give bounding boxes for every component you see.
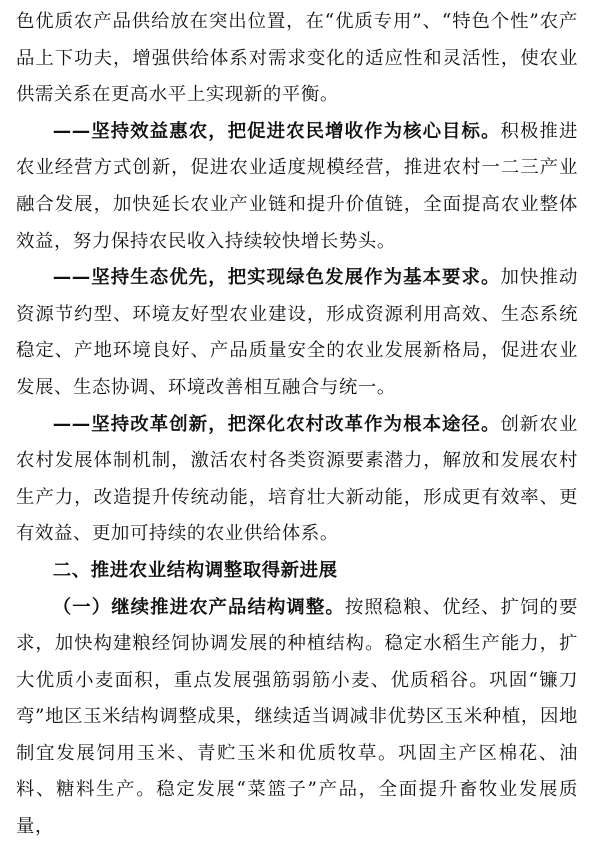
paragraph-text: 色优质农产品供给放在突出位置，在“优质专用”、“特色个性”农产品上下功夫，增强供给体系对需求变化的适应性和灵活性，使农业供需关系在更高水平上实现新的平衡。: [16, 11, 578, 106]
paragraph-structure-adjustment: [16, 590, 578, 846]
paragraph-text: 加快推动资源节约型、环境友好型农业建设，形成资源利用高效、生态系统稳定、产地环境良好、产品质量安全的农业发展新格局，促进农业发展、生态协调、环境改善相互融合与统一。: [16, 267, 578, 398]
paragraph-lead: ——坚持生态优先，把实现绿色发展作为基本要求。: [52, 267, 501, 289]
section-heading: 二、推进农业结构调整取得新进展: [52, 559, 338, 581]
paragraph-ecology: [16, 260, 578, 406]
paragraph-lead: ——坚持效益惠农，把促进农民增收作为核心目标。: [52, 120, 501, 142]
paragraph-efficiency: [16, 114, 578, 260]
paragraph-lead: ——坚持改革创新，把深化农村改革作为根本途径。: [52, 413, 501, 435]
paragraph-text: 按照稳粮、优经、扩饲的要求，加快构建粮经饲协调发展的种植结构。稳定水稻生产能力，扩大优质小麦面积，重点发展强筋弱筋小麦、优质稻谷。巩固“镰刀弯”地区玉米结构调整成果，继续适当调减非优势区玉米种植，因地制宜发展饲用玉米、青贮玉米和优质牧草。巩固主产区棉花、油料、糖料生产。稳定发展“菜篮子”产品，全面提升畜牧业发展质量，: [16, 596, 578, 838]
paragraph-continuation: [16, 4, 578, 114]
subsection-lead: （一）继续推进农产品结构调整。: [52, 596, 345, 618]
paragraph-text: 积极推进农业经营方式创新，促进农业适度规模经营，推进农村一二三产业融合发展，加快延长农业产业链和提升价值链，全面提高农业整体效益，努力保持农民收入持续较快增长势头。: [16, 120, 578, 252]
paragraph-reform: [16, 407, 578, 553]
paragraph-text: 创新农业农村发展体制机制，激活农村各类资源要素潜力，解放和发展农村生产力，改造提升传统动能，培育壮大新动能，形成更有效率、更有效益、更加可持续的农业供给体系。: [16, 413, 578, 545]
